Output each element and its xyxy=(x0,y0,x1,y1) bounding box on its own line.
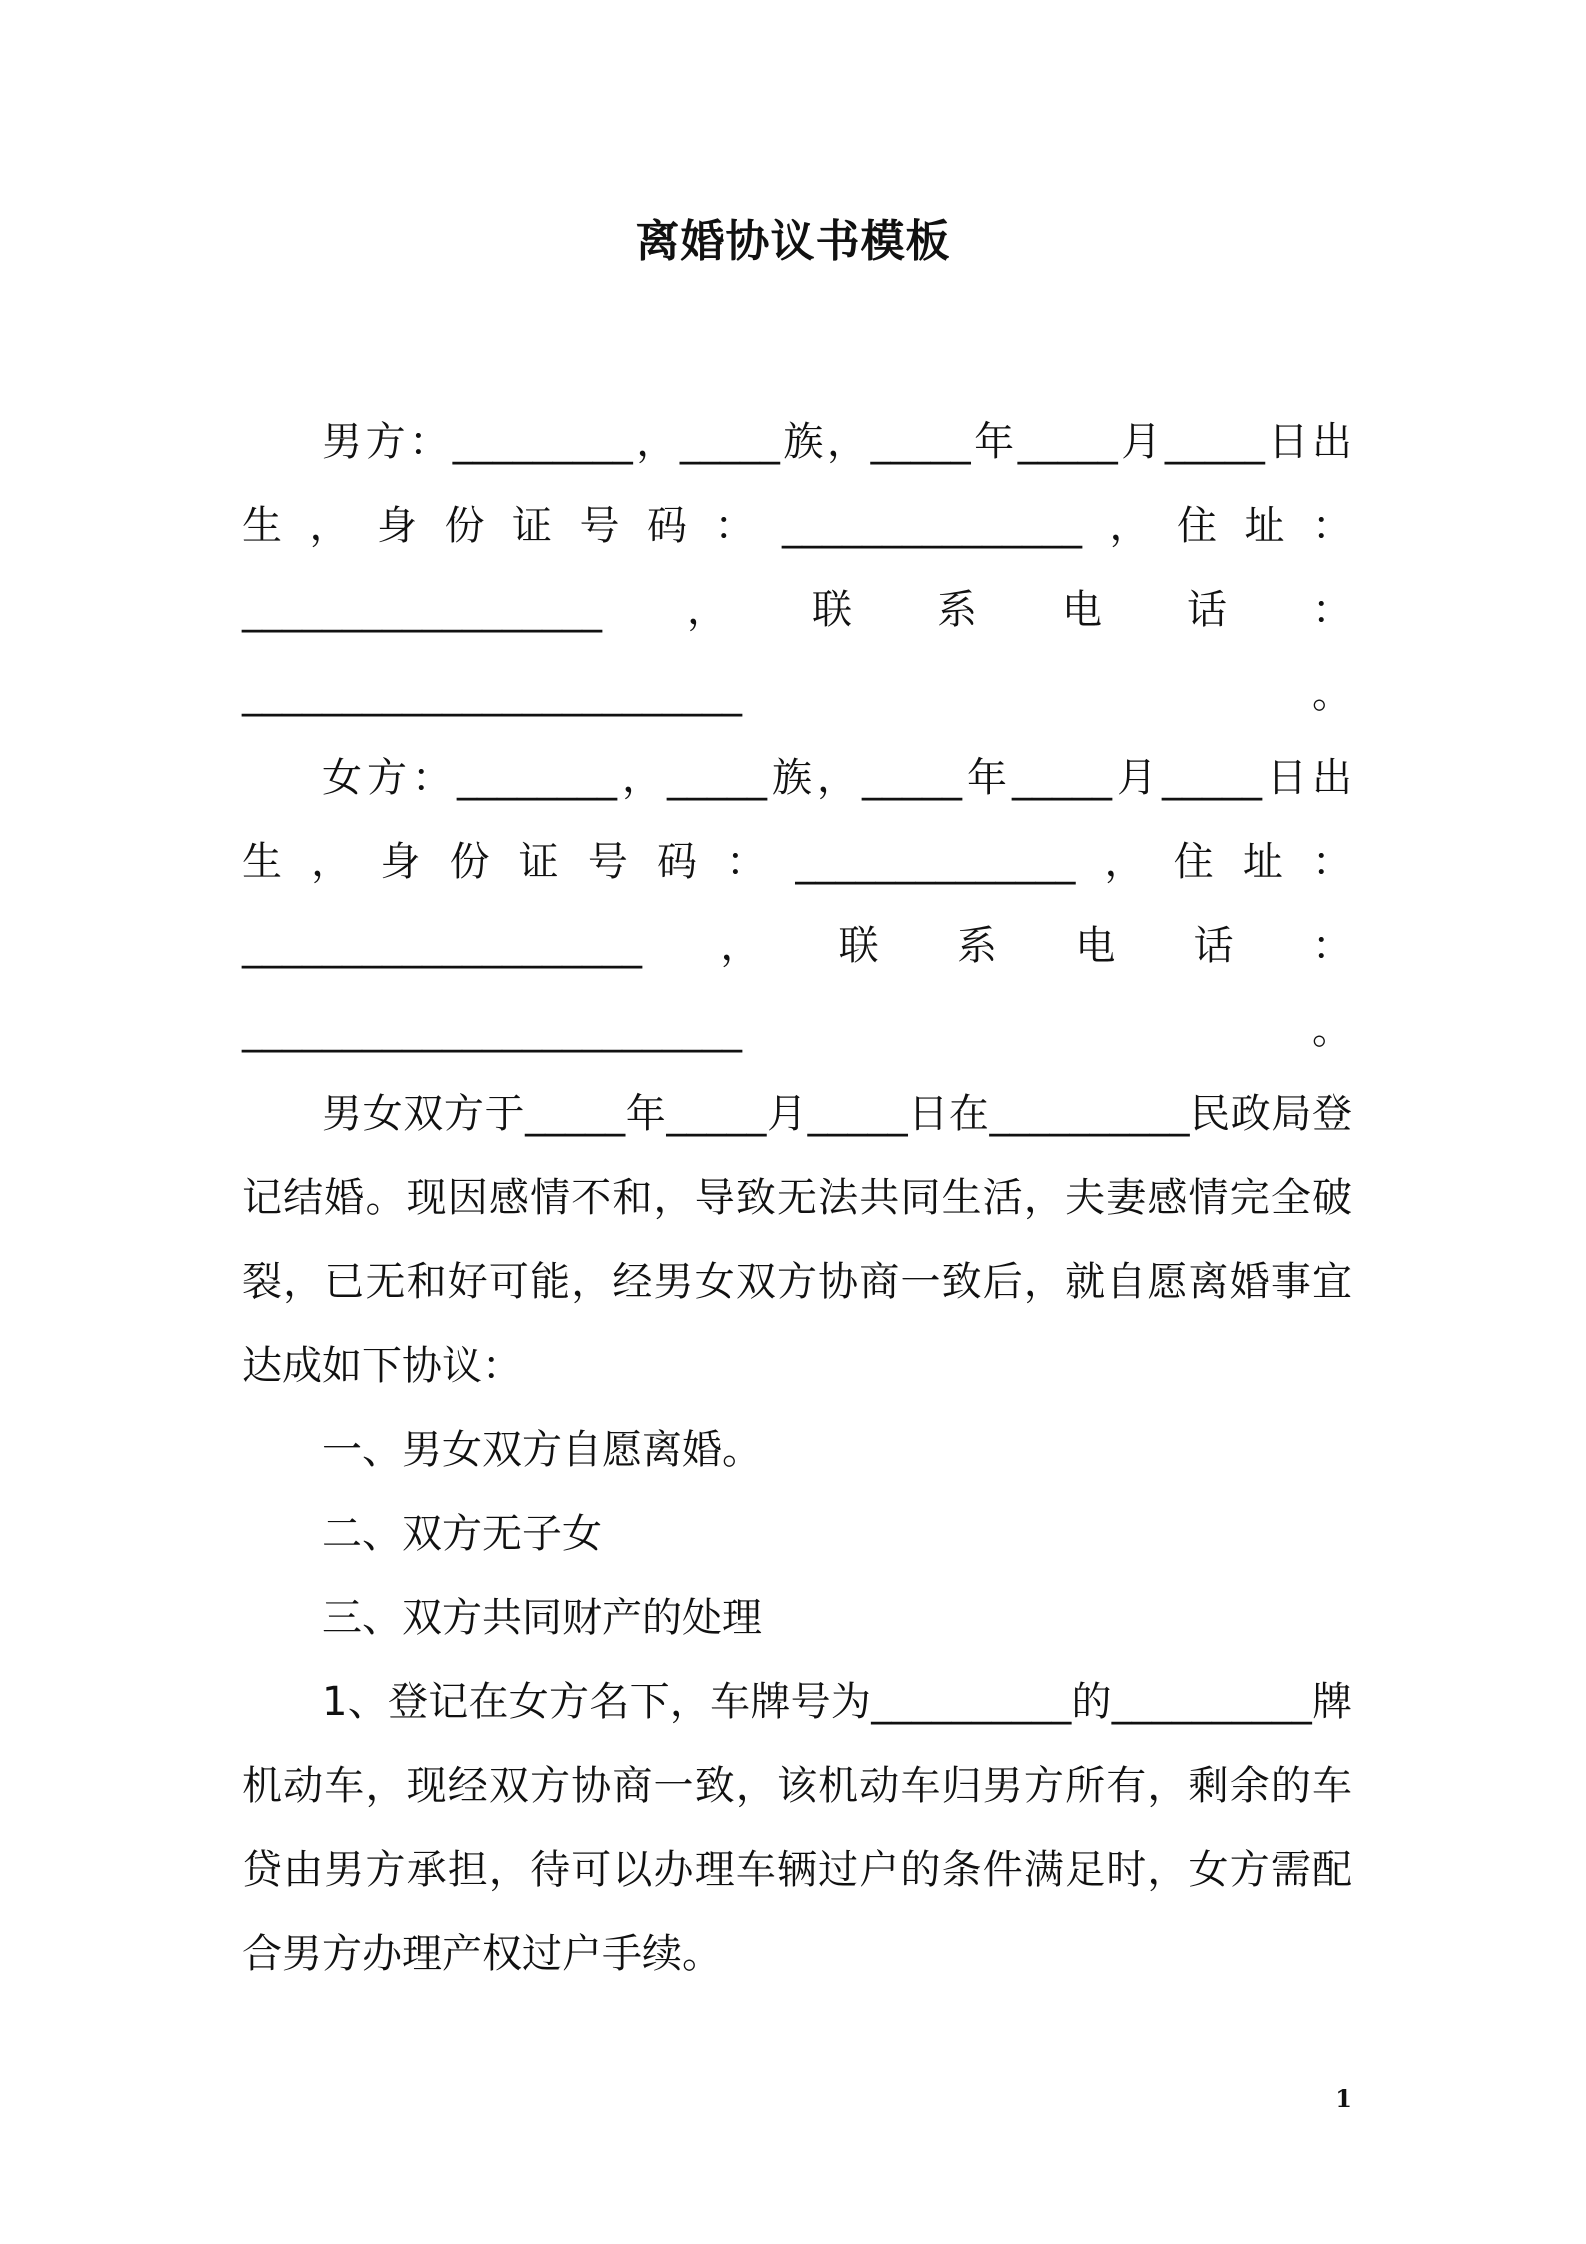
clause-three-heading: 三、双方共同财产的处理 xyxy=(322,1595,762,1641)
clause-two: 二、双方无子女 xyxy=(322,1511,602,1557)
document-body xyxy=(242,400,1352,1996)
paragraph-marriage-background: 男女双方于_____年_____月_____日在__________民政局登记结婚。现因感情不和，导致无法共同生活，夫妻感情完全破裂，已无和好可能，经男女双方协商一致后，就自愿离婚事宜达成如下协议： xyxy=(242,1091,1352,1389)
document-title: 离婚协议书模板 xyxy=(635,216,951,267)
clause-one: 一、男女双方自愿离婚。 xyxy=(322,1427,762,1473)
page-number: 1 xyxy=(1335,2084,1352,2113)
paragraph-wife-info: 女方：________，_____族，_____年_____月_____日出生，身份证号码：______________，住址：____________________，联系电话：_________________________。 xyxy=(242,755,1352,1053)
clause-three-item-1: 1、登记在女方名下，车牌号为__________的__________牌机动车，现经双方协商一致，该机动车归男方所有，剩余的车贷由男方承担，待可以办理车辆过户的条件满足时，女方需配合男方办理产权过户手续。 xyxy=(242,1679,1352,1977)
paragraph-husband-info: 男方：_________，_____族，_____年_____月_____日出生，身份证号码：_______________，住址：__________________，联系电话：_________________________。 xyxy=(242,419,1352,717)
